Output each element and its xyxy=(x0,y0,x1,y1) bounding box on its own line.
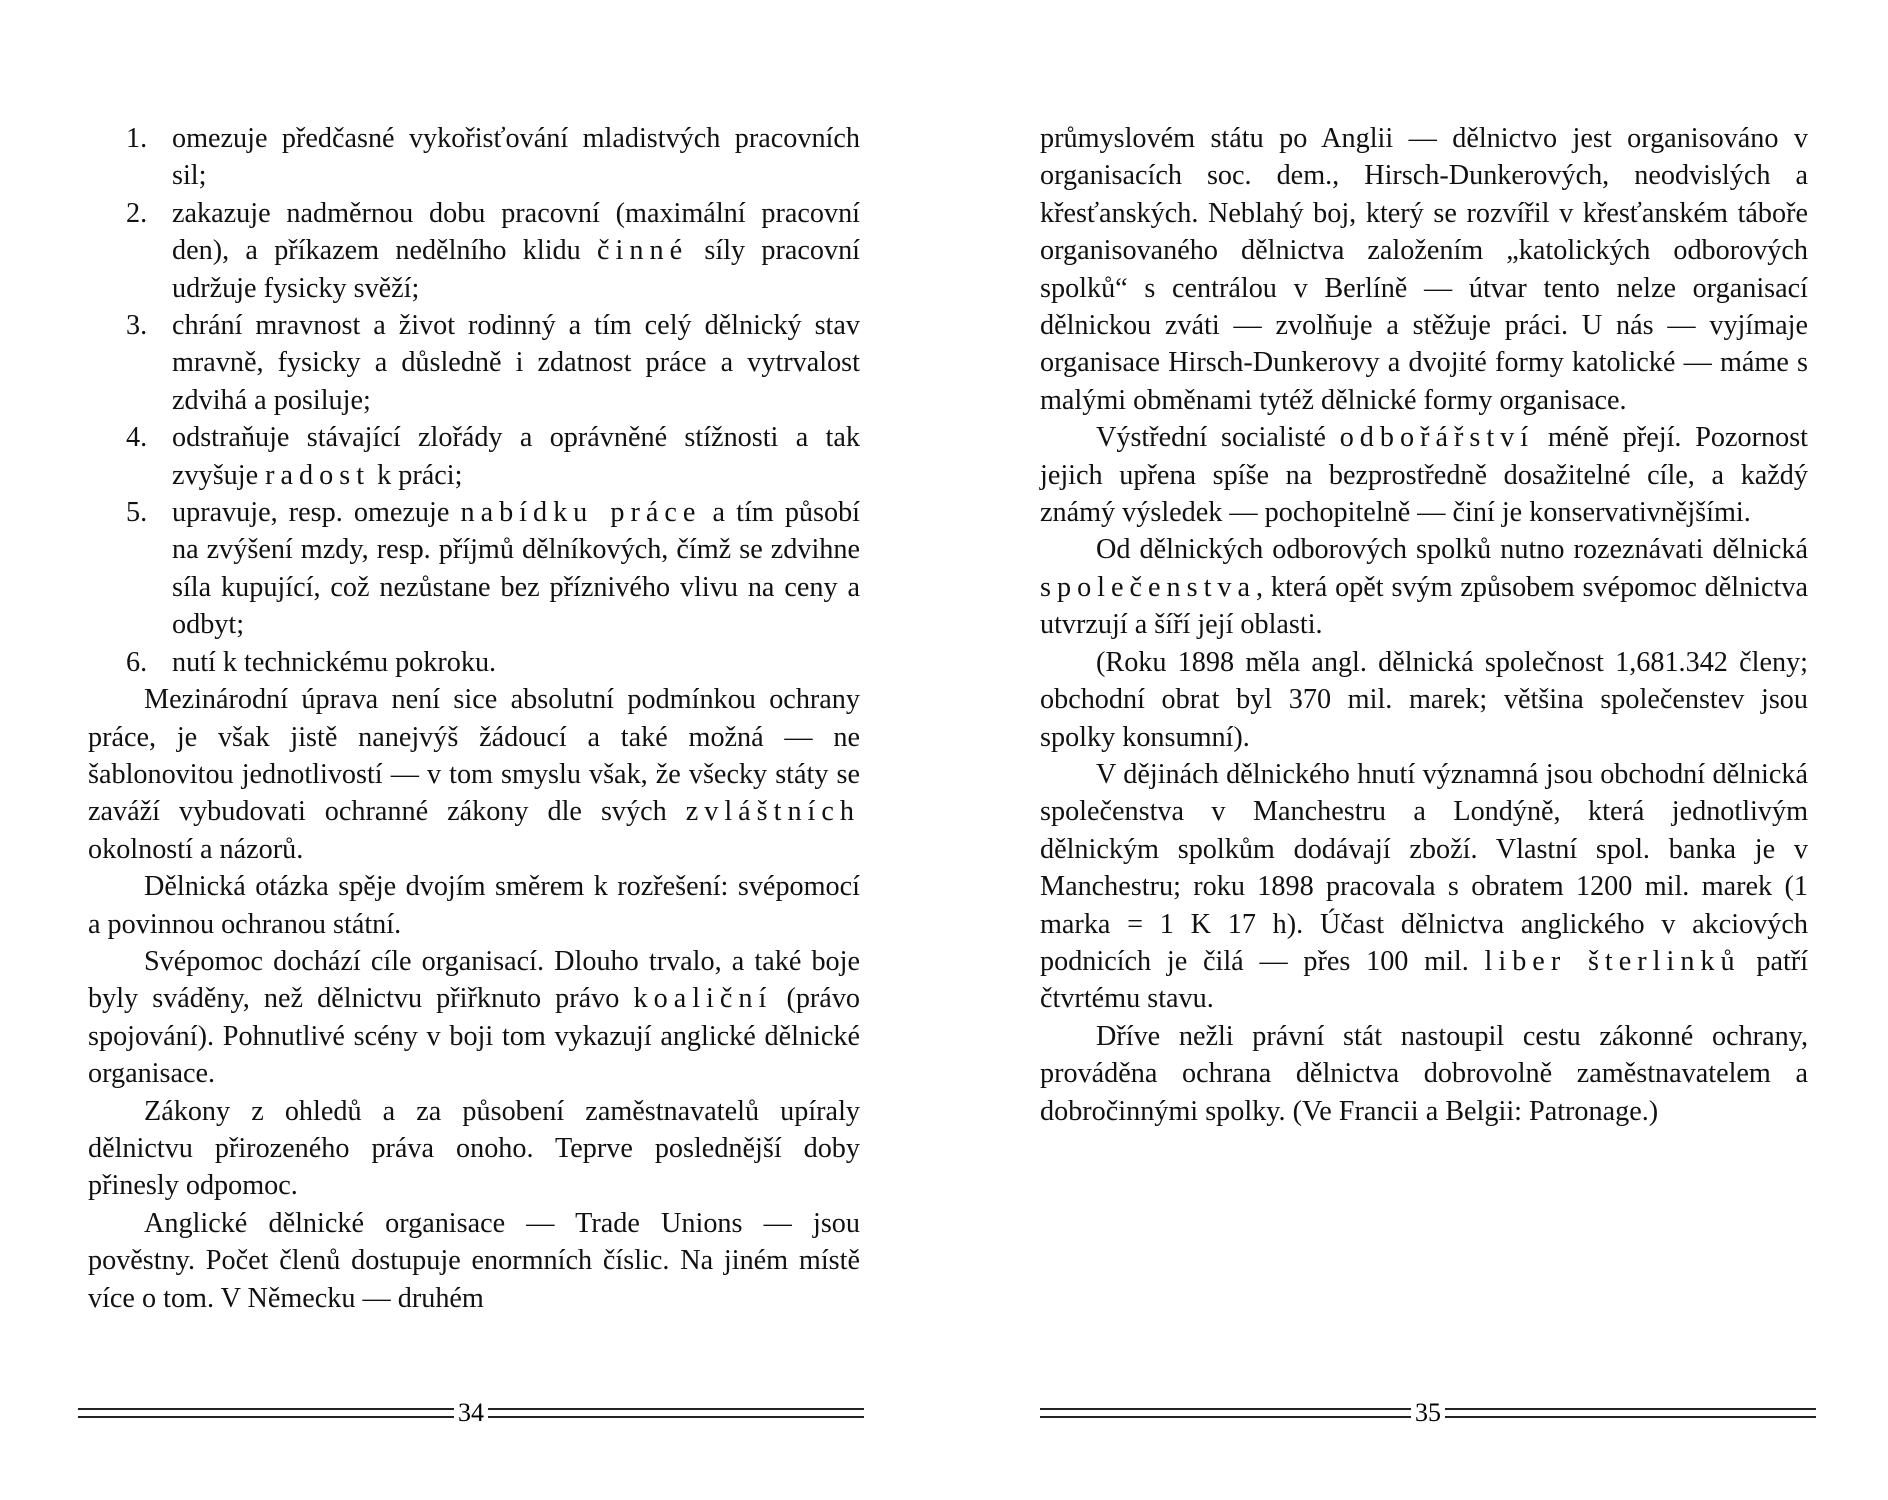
footer-rule xyxy=(78,1408,454,1418)
paragraph: (Roku 1898 měla angl. dělnická společnost 1,681.342 členy; obchodní obrat byl 370 mil. marek; většina společenstev jsou spolky konsumní). xyxy=(1040,646,1808,753)
paragraph: Zákony z ohledů a za působení zaměstnavatelů upíraly dělnictvu přirozeného práva onoho. Teprve poslednější doby přinesly odpomoc. xyxy=(88,1095,860,1202)
list-item-text: odstraňuje stávající zlořády a oprávněné stížnosti a tak zvyšuje xyxy=(172,422,860,491)
list-item-number: 1. xyxy=(126,123,148,154)
footer-rule xyxy=(1040,1408,1411,1418)
paragraph-text-after: méně přejí. Pozornost jejich upřena spíše na bezprostředně dosažitelné cíle, a každý známý výsledek — pochopitelně — činí je konservativnějšími. xyxy=(1040,422,1809,529)
paragraph-text: Výstřední socialisté xyxy=(1096,422,1326,454)
paragraph-text: Mezinárodní úprava není sice absolutní podmínkou ochrany práce, je však jistě nanejvýš žádoucí a také možná — ne šablonovitou jednotlivostí — v tom smyslu však, že všecky státy se zaváží vybudovati ochranné zákony dle svých xyxy=(88,684,860,828)
paragraph-text-after: patří čtvrtému stavu. xyxy=(1040,945,1809,1015)
right-page xyxy=(1040,120,1808,1130)
paragraph-text: Svépomoc dochází cíle organisací. Dlouho trvalo, a také boje byly sváděny, než dělnictvu přiřknuto právo xyxy=(88,945,860,1015)
list-item-text: omezuje předčasné vykořisťování mladistvých pracovních sil; xyxy=(172,123,860,192)
list-item-number: 5. xyxy=(126,497,148,529)
paragraph: Dělnická otázka spěje dvojím směrem k rozřešení: svépomocí a povinnou ochranou státní. xyxy=(88,871,860,940)
list-item xyxy=(88,195,860,307)
list-item-text-after: k práci; xyxy=(377,459,463,491)
numbered-list xyxy=(88,120,860,681)
list-item-text: zakazuje nadměrnou dobu pracovní (maximální pracovní den), a příkazem nedělního klidu xyxy=(172,197,860,267)
list-item-number: 3. xyxy=(126,310,148,342)
emphasized-word: liber šterlinků xyxy=(1484,945,1741,977)
left-page-footer xyxy=(78,1398,864,1428)
footer-rule xyxy=(1445,1408,1816,1418)
list-item-text: nutí k technickému pokroku. xyxy=(172,646,497,678)
list-item-text-after: síly pracovní udržuje fysicky svěží; xyxy=(172,235,861,304)
left-page xyxy=(88,120,860,1317)
paragraph-text: V dějinách dělnického hnutí významná jsou obchodní dělnická společenstva v Manchestru a Londýně, která jednotlivým dělnickým spolkům dodávají zboží. Vlastní spol. banka je v Manchestru; roku 1898 pracovala s obratem 1200 mil. marek (1 marka = 1 K 17 h). Účast dělnictva anglického v akciových podnicích je čilá — přes 100 mil. xyxy=(1040,758,1808,977)
footer-rule xyxy=(488,1408,864,1418)
page-number: 34 xyxy=(458,1398,484,1427)
paragraph-text: Od dělnických odborových spolků nutno rozeznávati dělnická xyxy=(1096,534,1808,566)
emphasized-word: společenstva xyxy=(1040,571,1257,603)
emphasized-word: radost xyxy=(265,459,371,491)
right-page-text xyxy=(1040,120,1808,1130)
paragraph xyxy=(1040,531,1808,643)
list-item-number: 6. xyxy=(126,646,148,678)
list-item-text: chrání mravnost a život rodinný a tím celý dělnický stav mravně, fysicky a důsledně i zdatnost práce a vytrvalost zdvihá a posiluje; xyxy=(172,310,860,416)
paragraph: Anglické dělnické organisace — Trade Unions — jsou pověstny. Počet členů dostupuje enormních číslic. Na jiném místě více o tom. V Německu — druhém xyxy=(88,1207,860,1314)
list-item-number: 4. xyxy=(126,422,148,454)
paragraph: Dříve nežli právní stát nastoupil cestu zákonné ochrany, prováděna ochrana dělnictva dobrovolně zaměstnavatelem a dobročinnými spolky. (Ve Francii a Belgii: Patronage.) xyxy=(1040,1020,1808,1127)
emphasized-word: nabídku práce xyxy=(460,497,702,529)
list-item-text-after: a tím působí na zvýšení mzdy, resp. příjmů dělníkových, čímž se zdvihne síla kupující, což nezůstane bez příznivého vlivu na ceny a odbyt; xyxy=(172,497,861,641)
paragraph-text-after: okolností a názorů. xyxy=(88,833,304,865)
paragraph xyxy=(1040,756,1808,1018)
emphasized-word: zvláštních xyxy=(685,796,860,828)
emphasized-word: odbořářství xyxy=(1339,422,1535,454)
paragraph xyxy=(88,681,860,868)
right-page-footer xyxy=(1040,1398,1816,1428)
page-number: 35 xyxy=(1415,1398,1441,1427)
list-item-text: upravuje, resp. omezuje xyxy=(172,497,450,529)
list-item xyxy=(88,307,860,419)
left-page-text xyxy=(88,120,860,1317)
list-item xyxy=(88,494,860,644)
list-item xyxy=(88,419,860,494)
emphasized-word: činné xyxy=(597,235,689,267)
emphasized-word: koaliční xyxy=(633,983,773,1015)
list-item xyxy=(88,120,860,195)
paragraph-text-after: , která opět svým způsobem svépomoc dělnictva utvrzují a šíří její oblasti. xyxy=(1040,571,1808,641)
paragraph xyxy=(1040,419,1808,531)
list-item-number: 2. xyxy=(126,197,148,229)
paragraph xyxy=(88,943,860,1093)
paragraph-text-after: (právo spojování). Pohnutlivé scény v boji tom vykazují anglické dělnické organisace. xyxy=(88,983,861,1090)
paragraph: průmyslovém státu po Anglii — dělnictvo jest organisováno v organisacích soc. dem., Hirsch-Dunkerových, neodvislých a křesťanských. Neblahý boj, který se rozvířil v křesťanském táboře organisovaného dělnictva založením „katolických odborových spolků“ s centrálou v Berlíně — útvar tento nelze organisací dělnickou zváti — zvolňuje a stěžuje práci. U nás — vyjímaje organisace Hirsch-Dunkerovy a dvojité formy katolické — máme s malými obměnami tytéž dělnické formy organisace. xyxy=(1040,123,1808,416)
list-item xyxy=(88,644,860,681)
